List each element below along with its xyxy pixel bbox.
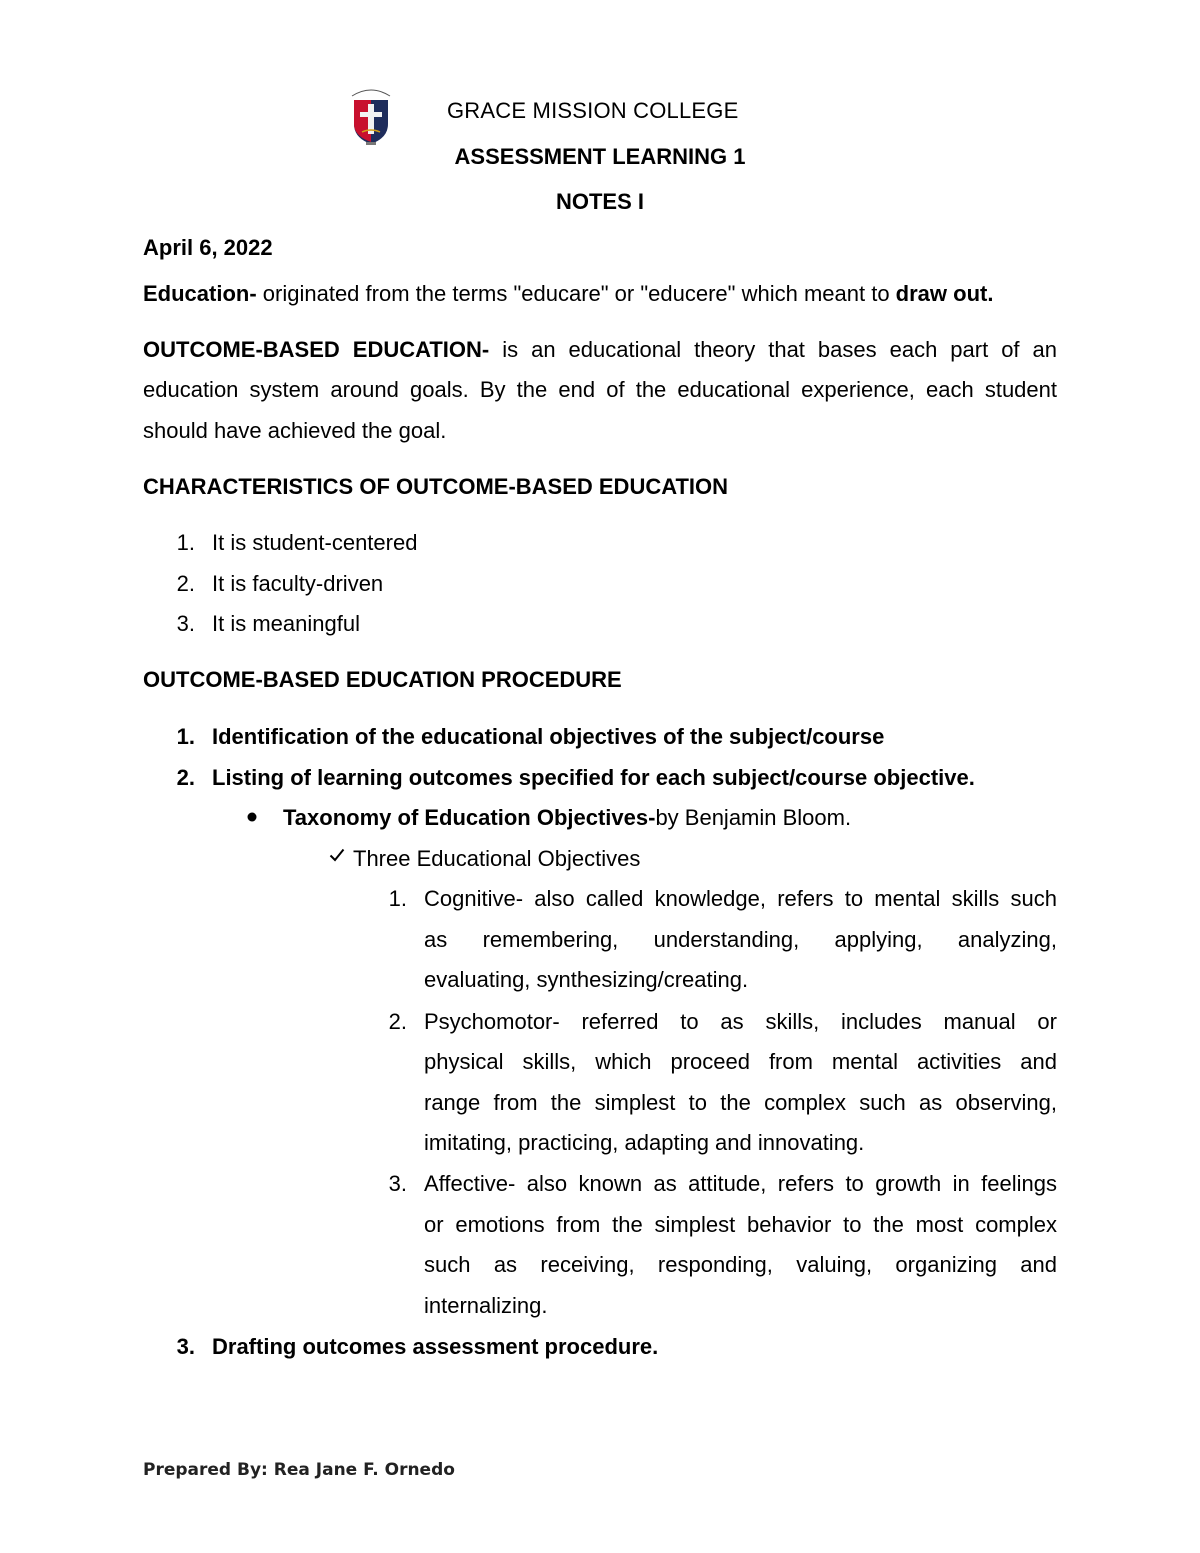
list-item: Drafting outcomes assessment procedure. (212, 1334, 659, 1359)
objective-line: or emotions from the simplest behavior to the most complex (424, 1212, 1057, 1237)
footer-prepared-by: Prepared By: Rea Jane F. Ornedo (143, 1460, 455, 1480)
taxonomy-text: by Benjamin Bloom. (655, 805, 852, 830)
list-item: It is meaningful (212, 611, 360, 636)
procedure-heading: OUTCOME-BASED EDUCATION PROCEDURE (143, 667, 622, 692)
objective-line: evaluating, synthesizing/creating. (424, 967, 749, 992)
objective-line: range from the simplest to the complex such as observing, (424, 1090, 1057, 1115)
college-seal-icon (346, 84, 396, 146)
education-term: Education- (143, 281, 257, 306)
list-item-number: 3. (176, 611, 195, 636)
objective-line: Psychomotor- referred to as skills, includes manual or (424, 1009, 1057, 1034)
three-objectives-label: Three Educational Objectives (353, 846, 641, 871)
list-item: It is faculty-driven (212, 571, 384, 596)
bullet-icon (246, 811, 258, 823)
education-text: originated from the terms "educare" or "educere" which meant to (256, 281, 896, 306)
checkmark-icon (329, 848, 345, 862)
objective-line: physical skills, which proceed from mental activities and (424, 1049, 1057, 1074)
objective-line: as remembering, understanding, applying, analyzing, (424, 927, 1057, 952)
obe-definition-line2: education system around goals. By the end of the educational experience, each student (143, 377, 1057, 402)
objective-line: Cognitive- also called knowledge, refers to mental skills such (424, 886, 1057, 911)
characteristics-heading: CHARACTERISTICS OF OUTCOME-BASED EDUCATION (143, 474, 729, 499)
list-item-number: 2. (176, 571, 195, 596)
obe-term: OUTCOME-BASED EDUCATION- (143, 337, 490, 362)
list-item-number: 1. (388, 886, 407, 911)
list-item-number: 3. (176, 1334, 195, 1359)
list-item-number: 1. (176, 530, 195, 555)
taxonomy-item (283, 805, 851, 831)
education-emphasis: draw out. (895, 281, 994, 306)
list-item: Identification of the educational objectives of the subject/course (212, 724, 885, 749)
date: April 6, 2022 (143, 235, 273, 260)
list-item: It is student-centered (212, 530, 418, 555)
obe-definition-line1 (143, 337, 1057, 363)
list-item-number: 1. (176, 724, 195, 749)
objective-line: internalizing. (424, 1293, 548, 1318)
document-subtitle: NOTES I (555, 189, 644, 214)
objective-line: Affective- also known as attitude, refers to growth in feelings (424, 1171, 1057, 1196)
education-definition (143, 281, 993, 307)
objective-line: such as receiving, responding, valuing, organizing and (424, 1252, 1057, 1277)
objective-line: imitating, practicing, adapting and innovating. (424, 1130, 865, 1155)
taxonomy-term: Taxonomy of Education Objectives- (283, 805, 656, 830)
obe-text-line1: is an educational theory that bases each part of an (489, 337, 1057, 362)
college-name: GRACE MISSION COLLEGE (447, 98, 739, 123)
list-item-number: 3. (388, 1171, 407, 1196)
list-item-number: 2. (388, 1009, 407, 1034)
document-title: ASSESSMENT LEARNING 1 (454, 144, 746, 169)
list-item: Listing of learning outcomes specified for each subject/course objective. (212, 765, 975, 790)
obe-definition-line3: should have achieved the goal. (143, 418, 447, 443)
list-item-number: 2. (176, 765, 195, 790)
